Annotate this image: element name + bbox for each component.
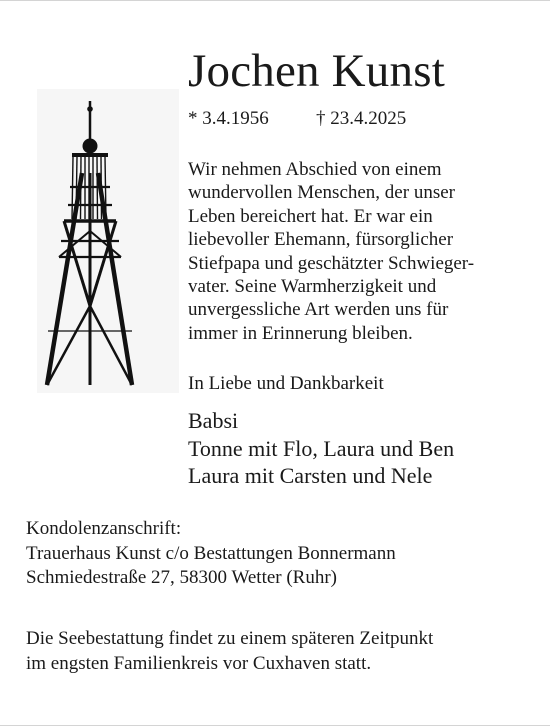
tribute-line: unvergessliche Art werden uns für <box>188 299 449 321</box>
mourners-list <box>188 407 454 490</box>
deceased-name: Jochen Kunst <box>188 45 445 97</box>
funeral-line: im engsten Familienkreis vor Cuxhaven statt. <box>26 652 372 674</box>
condolence-heading: Kondolenzanschrift: <box>26 518 182 539</box>
funeral-line: Die Seebestattung findet zu einem späteren Zeitpunkt <box>26 628 434 649</box>
closing-phrase: In Liebe und Dankbarkeit <box>188 373 384 394</box>
mourner-name: Laura mit Carsten und Nele <box>188 463 433 488</box>
funeral-info <box>26 627 433 676</box>
tribute-line: Wir nehmen Abschied von einem <box>188 159 442 180</box>
tribute-line: wundervollen Menschen, der unser <box>188 182 455 204</box>
birth-date: * 3.4.1956 <box>188 108 269 129</box>
death-date: † 23.4.2025 <box>316 108 407 129</box>
mourner-name: Tonne mit Flo, Laura und Ben <box>188 435 455 461</box>
tribute-text <box>188 158 533 345</box>
tower-icon <box>42 91 174 391</box>
condolence-line: Trauerhaus Kunst c/o Bestattungen Bonnermann <box>26 542 396 564</box>
tribute-line: Leben bereichert hat. Er war ein <box>188 205 433 227</box>
life-dates <box>188 107 407 131</box>
tribute-line: liebevoller Ehemann, fürsorglicher <box>188 229 454 251</box>
tribute-line: immer in Erinnerung bleiben. <box>188 322 413 344</box>
condolence-address <box>26 517 396 591</box>
tribute-line: Stiefpapa und geschätzter Schwieger- <box>188 252 475 274</box>
mourner-name: Babsi <box>188 408 239 433</box>
condolence-line: Schmiedestraße 27, 58300 Wetter (Ruhr) <box>26 567 338 588</box>
tribute-line: vater. Seine Warmherzigkeit und <box>188 276 437 298</box>
